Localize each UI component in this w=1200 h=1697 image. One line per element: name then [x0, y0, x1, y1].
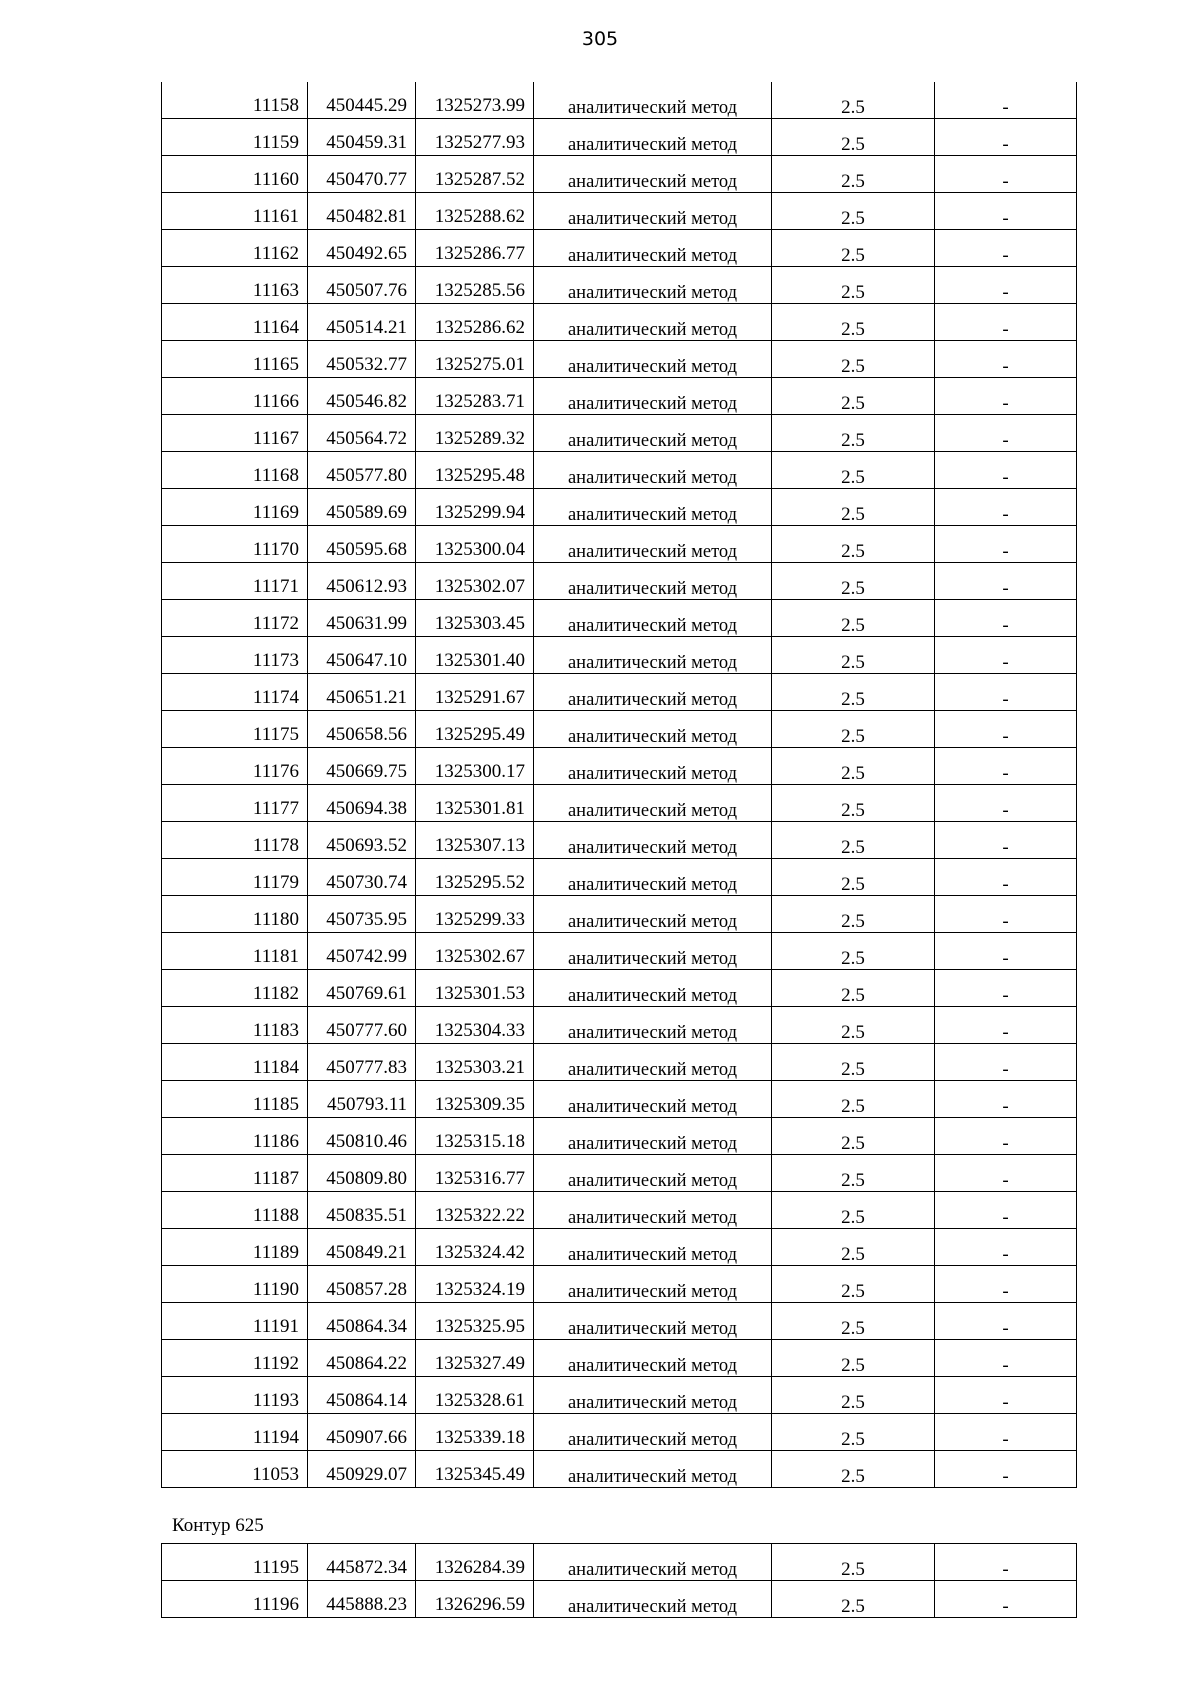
note-cell: - — [935, 1377, 1077, 1414]
note-cell: - — [935, 563, 1077, 600]
point-number-cell: 11163 — [162, 267, 308, 304]
table-row — [162, 1155, 1077, 1192]
table-row — [162, 304, 1077, 341]
table-row — [162, 415, 1077, 452]
accuracy-cell: 2.5 — [772, 119, 935, 156]
point-number-cell: 11177 — [162, 785, 308, 822]
y-coordinate-cell: 1325324.42 — [416, 1229, 534, 1266]
point-number-cell: 11179 — [162, 859, 308, 896]
point-number-cell: 11167 — [162, 415, 308, 452]
note-cell: - — [935, 1451, 1077, 1488]
note-cell: - — [935, 859, 1077, 896]
x-coordinate-cell: 450730.74 — [308, 859, 416, 896]
x-coordinate-cell: 450546.82 — [308, 378, 416, 415]
note-cell: - — [935, 1007, 1077, 1044]
point-number-cell: 11188 — [162, 1192, 308, 1229]
point-number-cell: 11185 — [162, 1081, 308, 1118]
y-coordinate-cell: 1325275.01 — [416, 341, 534, 378]
x-coordinate-cell: 450612.93 — [308, 563, 416, 600]
y-coordinate-cell: 1325299.94 — [416, 489, 534, 526]
point-number-cell: 11191 — [162, 1303, 308, 1340]
accuracy-cell: 2.5 — [772, 489, 935, 526]
x-coordinate-cell: 450482.81 — [308, 193, 416, 230]
accuracy-cell: 2.5 — [772, 1192, 935, 1229]
note-cell: - — [935, 378, 1077, 415]
accuracy-cell: 2.5 — [772, 156, 935, 193]
y-coordinate-cell: 1325283.71 — [416, 378, 534, 415]
method-cell: аналитический метод — [534, 1414, 772, 1451]
accuracy-cell: 2.5 — [772, 526, 935, 563]
y-coordinate-cell: 1325285.56 — [416, 267, 534, 304]
accuracy-cell: 2.5 — [772, 82, 935, 119]
method-cell: аналитический метод — [534, 563, 772, 600]
x-coordinate-cell: 450769.61 — [308, 970, 416, 1007]
note-cell: - — [935, 748, 1077, 785]
note-cell: - — [935, 415, 1077, 452]
x-coordinate-cell: 450459.31 — [308, 119, 416, 156]
x-coordinate-cell: 450589.69 — [308, 489, 416, 526]
accuracy-cell: 2.5 — [772, 822, 935, 859]
method-cell: аналитический метод — [534, 600, 772, 637]
method-cell: аналитический метод — [534, 341, 772, 378]
contour-coordinates-table — [161, 1543, 1077, 1618]
y-coordinate-cell: 1325287.52 — [416, 156, 534, 193]
point-number-cell: 11171 — [162, 563, 308, 600]
method-cell: аналитический метод — [534, 1377, 772, 1414]
method-cell: аналитический метод — [534, 822, 772, 859]
note-cell: - — [935, 1118, 1077, 1155]
y-coordinate-cell: 1325300.17 — [416, 748, 534, 785]
note-cell: - — [935, 193, 1077, 230]
point-number-cell: 11187 — [162, 1155, 308, 1192]
point-number-cell: 11161 — [162, 193, 308, 230]
y-coordinate-cell: 1325322.22 — [416, 1192, 534, 1229]
x-coordinate-cell: 450857.28 — [308, 1266, 416, 1303]
note-cell: - — [935, 1340, 1077, 1377]
table-row — [162, 1303, 1077, 1340]
accuracy-cell: 2.5 — [772, 1266, 935, 1303]
x-coordinate-cell: 445888.23 — [308, 1581, 416, 1618]
method-cell: аналитический метод — [534, 489, 772, 526]
method-cell: аналитический метод — [534, 1581, 772, 1618]
point-number-cell: 11175 — [162, 711, 308, 748]
method-cell: аналитический метод — [534, 1266, 772, 1303]
y-coordinate-cell: 1325303.45 — [416, 600, 534, 637]
table-row — [162, 748, 1077, 785]
accuracy-cell: 2.5 — [772, 674, 935, 711]
method-cell: аналитический метод — [534, 1544, 772, 1581]
coordinates-table — [161, 82, 1077, 1488]
y-coordinate-cell: 1325295.49 — [416, 711, 534, 748]
point-number-cell: 11186 — [162, 1118, 308, 1155]
accuracy-cell: 2.5 — [772, 1377, 935, 1414]
y-coordinate-cell: 1325327.49 — [416, 1340, 534, 1377]
method-cell: аналитический метод — [534, 193, 772, 230]
note-cell: - — [935, 933, 1077, 970]
method-cell: аналитический метод — [534, 637, 772, 674]
accuracy-cell: 2.5 — [772, 1044, 935, 1081]
table-row — [162, 1451, 1077, 1488]
table-row — [162, 1340, 1077, 1377]
x-coordinate-cell: 450492.65 — [308, 230, 416, 267]
table-row — [162, 1192, 1077, 1229]
table-row — [162, 1229, 1077, 1266]
note-cell: - — [935, 1155, 1077, 1192]
point-number-cell: 11192 — [162, 1340, 308, 1377]
accuracy-cell: 2.5 — [772, 785, 935, 822]
table-row — [162, 563, 1077, 600]
y-coordinate-cell: 1325302.07 — [416, 563, 534, 600]
point-number-cell: 11164 — [162, 304, 308, 341]
table-row — [162, 230, 1077, 267]
method-cell: аналитический метод — [534, 267, 772, 304]
x-coordinate-cell: 450507.76 — [308, 267, 416, 304]
note-cell: - — [935, 489, 1077, 526]
y-coordinate-cell: 1325299.33 — [416, 896, 534, 933]
note-cell: - — [935, 600, 1077, 637]
y-coordinate-cell: 1325339.18 — [416, 1414, 534, 1451]
point-number-cell: 11190 — [162, 1266, 308, 1303]
table-row — [162, 896, 1077, 933]
point-number-cell: 11168 — [162, 452, 308, 489]
table-row — [162, 1044, 1077, 1081]
table-row — [162, 970, 1077, 1007]
table-row — [162, 1377, 1077, 1414]
y-coordinate-cell: 1325302.67 — [416, 933, 534, 970]
point-number-cell: 11170 — [162, 526, 308, 563]
note-cell: - — [935, 230, 1077, 267]
x-coordinate-cell: 450658.56 — [308, 711, 416, 748]
accuracy-cell: 2.5 — [772, 748, 935, 785]
note-cell: - — [935, 711, 1077, 748]
x-coordinate-cell: 450631.99 — [308, 600, 416, 637]
table-row — [162, 600, 1077, 637]
note-cell: - — [935, 1266, 1077, 1303]
method-cell: аналитический метод — [534, 526, 772, 563]
y-coordinate-cell: 1325291.67 — [416, 674, 534, 711]
note-cell: - — [935, 156, 1077, 193]
y-coordinate-cell: 1325295.52 — [416, 859, 534, 896]
accuracy-cell: 2.5 — [772, 933, 935, 970]
point-number-cell: 11181 — [162, 933, 308, 970]
method-cell: аналитический метод — [534, 896, 772, 933]
note-cell: - — [935, 526, 1077, 563]
y-coordinate-cell: 1325295.48 — [416, 452, 534, 489]
accuracy-cell: 2.5 — [772, 1081, 935, 1118]
x-coordinate-cell: 450907.66 — [308, 1414, 416, 1451]
table-row — [162, 674, 1077, 711]
y-coordinate-cell: 1325288.62 — [416, 193, 534, 230]
y-coordinate-cell: 1325325.95 — [416, 1303, 534, 1340]
x-coordinate-cell: 450669.75 — [308, 748, 416, 785]
method-cell: аналитический метод — [534, 748, 772, 785]
x-coordinate-cell: 450514.21 — [308, 304, 416, 341]
method-cell: аналитический метод — [534, 933, 772, 970]
x-coordinate-cell: 450470.77 — [308, 156, 416, 193]
y-coordinate-cell: 1325304.33 — [416, 1007, 534, 1044]
y-coordinate-cell: 1325301.53 — [416, 970, 534, 1007]
method-cell: аналитический метод — [534, 1081, 772, 1118]
table-row — [162, 452, 1077, 489]
accuracy-cell: 2.5 — [772, 563, 935, 600]
accuracy-cell: 2.5 — [772, 1303, 935, 1340]
x-coordinate-cell: 450651.21 — [308, 674, 416, 711]
table-row — [162, 119, 1077, 156]
y-coordinate-cell: 1325273.99 — [416, 82, 534, 119]
x-coordinate-cell: 450445.29 — [308, 82, 416, 119]
y-coordinate-cell: 1326284.39 — [416, 1544, 534, 1581]
accuracy-cell: 2.5 — [772, 1581, 935, 1618]
accuracy-cell: 2.5 — [772, 193, 935, 230]
y-coordinate-cell: 1326296.59 — [416, 1581, 534, 1618]
table-row — [162, 822, 1077, 859]
note-cell: - — [935, 1303, 1077, 1340]
point-number-cell: 11183 — [162, 1007, 308, 1044]
table-row — [162, 1118, 1077, 1155]
x-coordinate-cell: 450864.14 — [308, 1377, 416, 1414]
note-cell: - — [935, 82, 1077, 119]
y-coordinate-cell: 1325301.81 — [416, 785, 534, 822]
note-cell: - — [935, 1581, 1077, 1618]
table-row — [162, 785, 1077, 822]
accuracy-cell: 2.5 — [772, 637, 935, 674]
y-coordinate-cell: 1325301.40 — [416, 637, 534, 674]
method-cell: аналитический метод — [534, 156, 772, 193]
y-coordinate-cell: 1325316.77 — [416, 1155, 534, 1192]
method-cell: аналитический метод — [534, 1229, 772, 1266]
y-coordinate-cell: 1325315.18 — [416, 1118, 534, 1155]
note-cell: - — [935, 304, 1077, 341]
table-row — [162, 859, 1077, 896]
note-cell: - — [935, 341, 1077, 378]
accuracy-cell: 2.5 — [772, 1007, 935, 1044]
y-coordinate-cell: 1325300.04 — [416, 526, 534, 563]
method-cell: аналитический метод — [534, 452, 772, 489]
x-coordinate-cell: 450777.83 — [308, 1044, 416, 1081]
accuracy-cell: 2.5 — [772, 1340, 935, 1377]
table-row — [162, 267, 1077, 304]
point-number-cell: 11162 — [162, 230, 308, 267]
table-row — [162, 1581, 1077, 1618]
table-row — [162, 1544, 1077, 1581]
point-number-cell: 11172 — [162, 600, 308, 637]
note-cell: - — [935, 674, 1077, 711]
y-coordinate-cell: 1325303.21 — [416, 1044, 534, 1081]
table-row — [162, 1414, 1077, 1451]
accuracy-cell: 2.5 — [772, 1118, 935, 1155]
accuracy-cell: 2.5 — [772, 378, 935, 415]
y-coordinate-cell: 1325345.49 — [416, 1451, 534, 1488]
accuracy-cell: 2.5 — [772, 1544, 935, 1581]
x-coordinate-cell: 450793.11 — [308, 1081, 416, 1118]
method-cell: аналитический метод — [534, 1007, 772, 1044]
x-coordinate-cell: 450595.68 — [308, 526, 416, 563]
accuracy-cell: 2.5 — [772, 1414, 935, 1451]
x-coordinate-cell: 450810.46 — [308, 1118, 416, 1155]
table-row — [162, 1007, 1077, 1044]
method-cell: аналитический метод — [534, 1451, 772, 1488]
y-coordinate-cell: 1325324.19 — [416, 1266, 534, 1303]
point-number-cell: 11176 — [162, 748, 308, 785]
method-cell: аналитический метод — [534, 230, 772, 267]
accuracy-cell: 2.5 — [772, 970, 935, 1007]
accuracy-cell: 2.5 — [772, 341, 935, 378]
note-cell: - — [935, 1044, 1077, 1081]
note-cell: - — [935, 119, 1077, 156]
x-coordinate-cell: 450577.80 — [308, 452, 416, 489]
x-coordinate-cell: 450564.72 — [308, 415, 416, 452]
point-number-cell: 11182 — [162, 970, 308, 1007]
method-cell: аналитический метод — [534, 859, 772, 896]
accuracy-cell: 2.5 — [772, 1451, 935, 1488]
table-row — [162, 637, 1077, 674]
table-row — [162, 341, 1077, 378]
note-cell: - — [935, 785, 1077, 822]
method-cell: аналитический метод — [534, 1340, 772, 1377]
note-cell: - — [935, 637, 1077, 674]
x-coordinate-cell: 450693.52 — [308, 822, 416, 859]
point-number-cell: 11178 — [162, 822, 308, 859]
accuracy-cell: 2.5 — [772, 711, 935, 748]
method-cell: аналитический метод — [534, 1044, 772, 1081]
method-cell: аналитический метод — [534, 415, 772, 452]
point-number-cell: 11180 — [162, 896, 308, 933]
method-cell: аналитический метод — [534, 82, 772, 119]
note-cell: - — [935, 267, 1077, 304]
x-coordinate-cell: 450742.99 — [308, 933, 416, 970]
x-coordinate-cell: 450694.38 — [308, 785, 416, 822]
point-number-cell: 11189 — [162, 1229, 308, 1266]
table-row — [162, 82, 1077, 119]
x-coordinate-cell: 450835.51 — [308, 1192, 416, 1229]
point-number-cell: 11166 — [162, 378, 308, 415]
table-row — [162, 933, 1077, 970]
note-cell: - — [935, 970, 1077, 1007]
x-coordinate-cell: 450532.77 — [308, 341, 416, 378]
table-row — [162, 711, 1077, 748]
accuracy-cell: 2.5 — [772, 230, 935, 267]
x-coordinate-cell: 450735.95 — [308, 896, 416, 933]
point-number-cell: 11159 — [162, 119, 308, 156]
y-coordinate-cell: 1325289.32 — [416, 415, 534, 452]
point-number-cell: 11174 — [162, 674, 308, 711]
x-coordinate-cell: 450864.22 — [308, 1340, 416, 1377]
accuracy-cell: 2.5 — [772, 415, 935, 452]
method-cell: аналитический метод — [534, 1118, 772, 1155]
accuracy-cell: 2.5 — [772, 896, 935, 933]
method-cell: аналитический метод — [534, 1155, 772, 1192]
y-coordinate-cell: 1325309.35 — [416, 1081, 534, 1118]
page-number: 305 — [581, 28, 619, 50]
accuracy-cell: 2.5 — [772, 452, 935, 489]
method-cell: аналитический метод — [534, 711, 772, 748]
point-number-cell: 11158 — [162, 82, 308, 119]
point-number-cell: 11195 — [162, 1544, 308, 1581]
y-coordinate-cell: 1325286.62 — [416, 304, 534, 341]
method-cell: аналитический метод — [534, 1303, 772, 1340]
table-row — [162, 1081, 1077, 1118]
x-coordinate-cell: 450849.21 — [308, 1229, 416, 1266]
x-coordinate-cell: 450929.07 — [308, 1451, 416, 1488]
point-number-cell: 11184 — [162, 1044, 308, 1081]
point-number-cell: 11160 — [162, 156, 308, 193]
accuracy-cell: 2.5 — [772, 1155, 935, 1192]
method-cell: аналитический метод — [534, 378, 772, 415]
method-cell: аналитический метод — [534, 674, 772, 711]
method-cell: аналитический метод — [534, 785, 772, 822]
accuracy-cell: 2.5 — [772, 1229, 935, 1266]
x-coordinate-cell: 450809.80 — [308, 1155, 416, 1192]
point-number-cell: 11169 — [162, 489, 308, 526]
note-cell: - — [935, 896, 1077, 933]
point-number-cell: 11165 — [162, 341, 308, 378]
note-cell: - — [935, 1192, 1077, 1229]
table-row — [162, 1266, 1077, 1303]
contour-label: Контур 625 — [172, 1515, 264, 1536]
y-coordinate-cell: 1325277.93 — [416, 119, 534, 156]
table-row — [162, 378, 1077, 415]
method-cell: аналитический метод — [534, 119, 772, 156]
accuracy-cell: 2.5 — [772, 859, 935, 896]
point-number-cell: 11193 — [162, 1377, 308, 1414]
note-cell: - — [935, 1544, 1077, 1581]
note-cell: - — [935, 822, 1077, 859]
note-cell: - — [935, 1414, 1077, 1451]
point-number-cell: 11196 — [162, 1581, 308, 1618]
point-number-cell: 11194 — [162, 1414, 308, 1451]
x-coordinate-cell: 445872.34 — [308, 1544, 416, 1581]
accuracy-cell: 2.5 — [772, 304, 935, 341]
accuracy-cell: 2.5 — [772, 600, 935, 637]
accuracy-cell: 2.5 — [772, 267, 935, 304]
method-cell: аналитический метод — [534, 304, 772, 341]
table-row — [162, 193, 1077, 230]
x-coordinate-cell: 450864.34 — [308, 1303, 416, 1340]
note-cell: - — [935, 452, 1077, 489]
y-coordinate-cell: 1325286.77 — [416, 230, 534, 267]
method-cell: аналитический метод — [534, 1192, 772, 1229]
x-coordinate-cell: 450777.60 — [308, 1007, 416, 1044]
table-row — [162, 526, 1077, 563]
method-cell: аналитический метод — [534, 970, 772, 1007]
table-row — [162, 489, 1077, 526]
y-coordinate-cell: 1325328.61 — [416, 1377, 534, 1414]
y-coordinate-cell: 1325307.13 — [416, 822, 534, 859]
note-cell: - — [935, 1229, 1077, 1266]
table-row — [162, 156, 1077, 193]
note-cell: - — [935, 1081, 1077, 1118]
point-number-cell: 11053 — [162, 1451, 308, 1488]
x-coordinate-cell: 450647.10 — [308, 637, 416, 674]
point-number-cell: 11173 — [162, 637, 308, 674]
